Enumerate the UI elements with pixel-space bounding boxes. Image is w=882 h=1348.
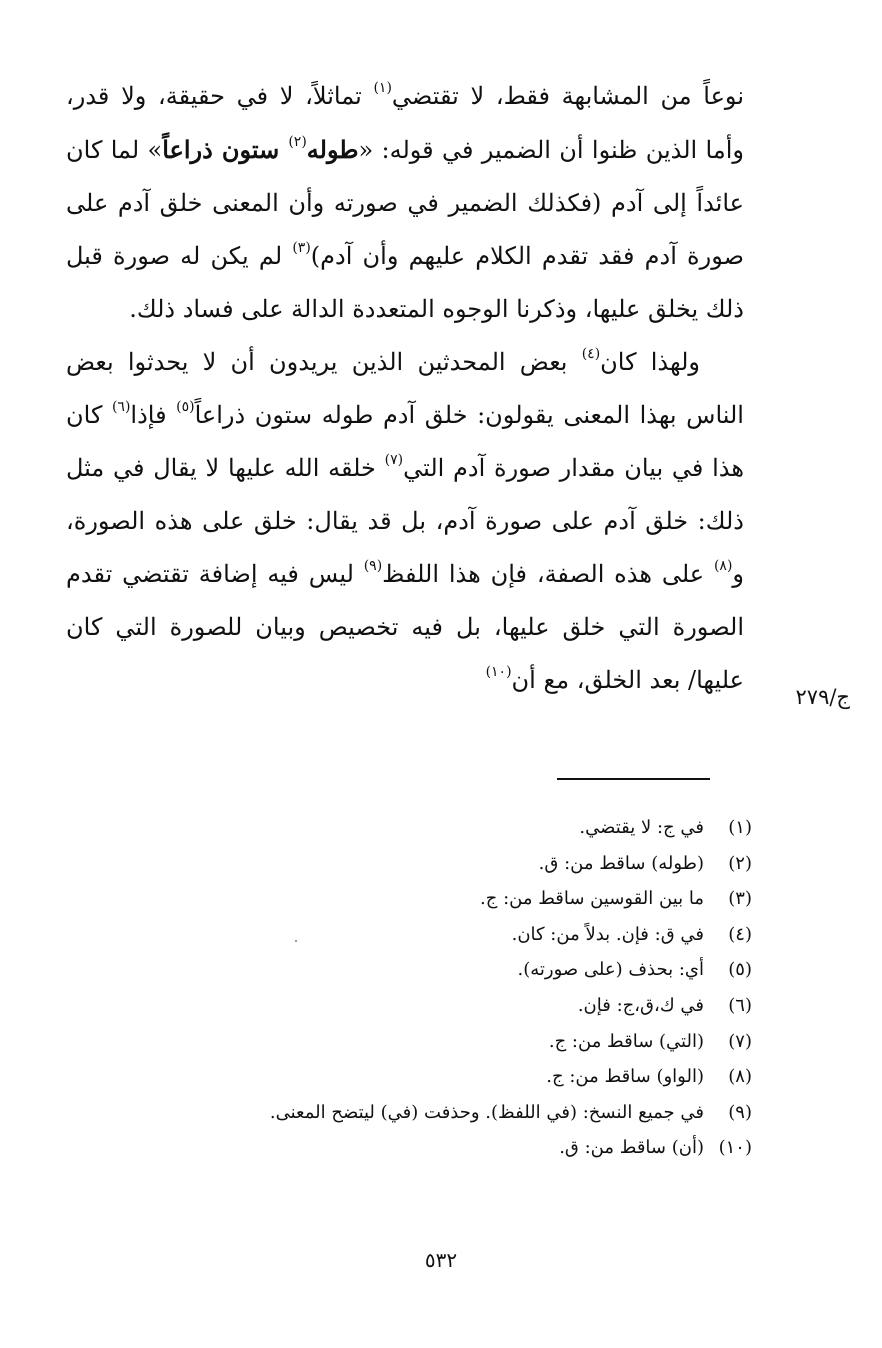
footnote-item <box>132 1024 752 1060</box>
footnotes-list <box>132 810 752 1166</box>
footnote-ref-6: (٦) <box>111 399 131 415</box>
bold-term: ستون ذراعاً <box>162 135 289 164</box>
footnote-number: (٤) <box>728 923 752 945</box>
footnote-text: (التي) ساقط من: ج. <box>548 1030 704 1052</box>
footnote-ref-3: (٣) <box>292 240 311 256</box>
footnote-item <box>132 952 752 988</box>
footnote-item <box>132 988 752 1024</box>
text-run: ليس فيه إضافة تقتضي تقدم الصورة التي خلق عليها، بل فيه تخصيص وبيان للصورة التي كان عليها/ بعد الخلق، مع أن <box>66 560 744 694</box>
text-run: نوعاً من المشابهة فقط، لا تقتضي <box>391 82 744 110</box>
footnote-item <box>132 1130 752 1166</box>
footnote-text: في جميع النسخ: (في اللفظ). وحذفت (في) ليتضح المعنى. <box>269 1101 704 1123</box>
footnote-number: (٨) <box>728 1066 752 1088</box>
footnote-number: (١) <box>728 817 752 838</box>
footnote-number: (٣) <box>728 888 752 910</box>
text-run: تماثلاً، لا في حقيقة، ولا قدر، وأما الذين ظنوا أن الضمير في قوله: « <box>66 82 744 164</box>
footnote-number: (٦) <box>728 994 752 1016</box>
footnote-ref-10: (١٠) <box>485 664 512 680</box>
footnote-number: (٥) <box>728 959 752 981</box>
footnote-item <box>132 1059 752 1095</box>
text-run: فإذا <box>130 401 177 429</box>
footnote-number: (١٠) <box>718 1137 752 1159</box>
footnote-text: في ك،ق،ج: فإن. <box>577 994 704 1016</box>
page-number: ٥٣٢ <box>424 1248 458 1272</box>
text-run: كان هذا في بيان مقدار صورة آدم التي <box>66 401 745 482</box>
footnote-separator <box>557 778 710 780</box>
text-run: خلقه الله عليها لا يقال في مثل ذلك: خلق آدم على صورة آدم، بل قد يقال: خلق على هذه الصورة، و <box>66 454 744 588</box>
text-run: ولهذا كان <box>600 348 700 376</box>
footnote-text: (طوله) ساقط من: ق. <box>538 852 704 874</box>
footnote-ref-2: (٢) <box>288 134 307 150</box>
footnote-item <box>132 810 752 846</box>
footnote-number: (٧) <box>728 1030 752 1052</box>
footnote-number: (٢) <box>728 852 752 874</box>
footnote-text: (الواو) ساقط من: ج. <box>546 1066 704 1088</box>
paragraph-1 <box>66 70 744 336</box>
footnote-item <box>132 846 752 882</box>
main-text <box>66 70 744 707</box>
footnote-text: ما بين القوسين ساقط من: ج. <box>480 888 704 910</box>
text-run: » لما كان عائداً إلى آدم (فكذلك الضمير في صورته وأن المعنى خلق آدم على صورة آدم فقد تقدم الكلام عليهم وأن آدم) <box>66 136 744 270</box>
paragraph-2 <box>66 336 744 707</box>
bold-term: طوله <box>306 135 359 164</box>
footnote-ref-1: (١) <box>373 80 392 96</box>
text-run: بعض المحدثين الذين يريدون أن لا يحدثوا بعض الناس بهذا المعنى يقولون: خلق آدم طوله ستون ذراعاً <box>66 348 744 429</box>
text-run: لم يكن له صورة قبل ذلك يخلق عليها، وذكرنا الوجوه المتعددة الدالة على فساد ذلك. <box>66 242 744 323</box>
footnote-number: (٩) <box>728 1101 752 1123</box>
footnote-ref-4: (٤) <box>581 346 601 362</box>
footnote-text: (أن) ساقط من: ق. <box>559 1137 704 1159</box>
footnote-ref-5: (٥) <box>176 399 195 415</box>
margin-volume-note: ج/٢٧٩ <box>795 685 850 709</box>
footnote-ref-8: (٨) <box>713 558 733 574</box>
footnote-text: في ق: فإن. بدلاً من: كان. <box>511 923 704 945</box>
footnote-ref-7: (٧) <box>384 452 404 468</box>
footnote-ref-9: (٩) <box>363 558 383 574</box>
footnote-text: أي: بحذف (على صورته). <box>517 959 704 981</box>
footnote-text: في ج: لا يقتضي. <box>579 817 704 838</box>
footnote-item <box>132 881 752 917</box>
footnote-item <box>132 1095 752 1131</box>
scan-speck <box>295 940 297 942</box>
text-run: على هذه الصفة، فإن هذا اللفظ <box>382 560 714 588</box>
footnote-item <box>132 917 752 953</box>
